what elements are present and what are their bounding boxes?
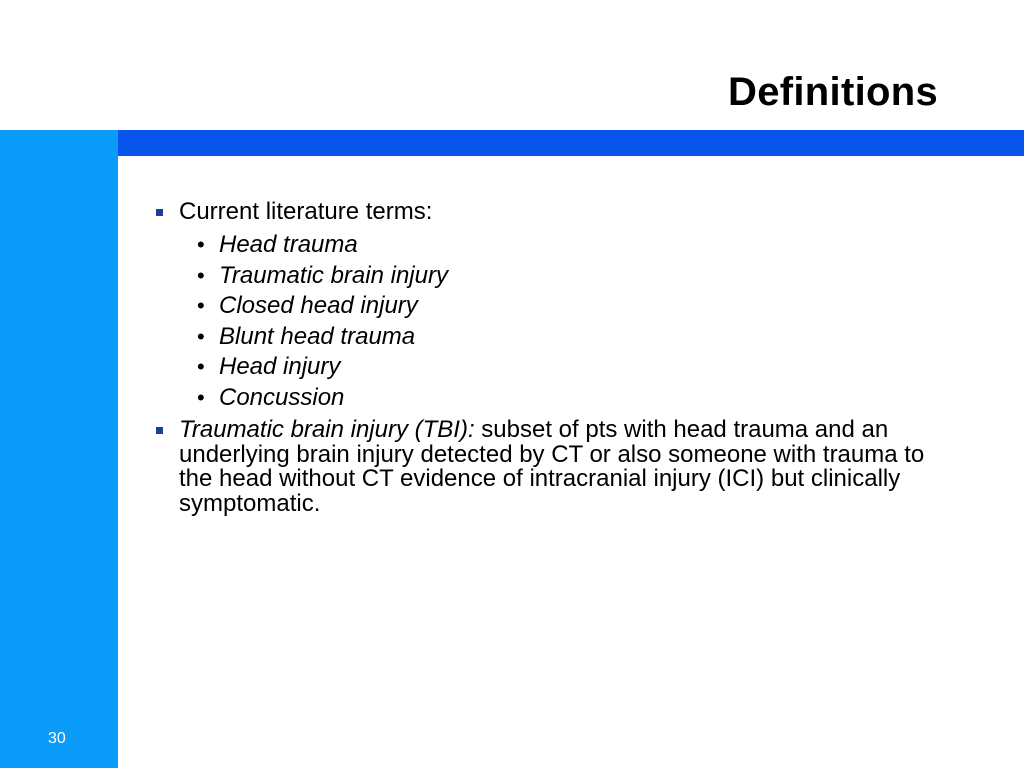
header-band-right [118, 130, 1024, 156]
dot-bullet-icon: • [197, 323, 205, 349]
tbi-term: Traumatic brain injury (TBI): [179, 416, 475, 443]
header-band-left [0, 130, 118, 156]
header-band [0, 130, 1024, 156]
terms-list [154, 230, 954, 413]
term-text: Closed head injury [219, 292, 418, 319]
tbi-definition: subset of pts with head trauma and an underlying brain injury detected by CT or also someone with trauma to the head without CT evidence of intracranial injury (ICI) but clinically symptomatic. [179, 416, 925, 517]
square-bullet-icon [156, 209, 163, 216]
bullet-current-literature [154, 200, 954, 230]
term-text: Concussion [219, 383, 345, 411]
dot-bullet-icon: • [197, 232, 205, 257]
bullet-tbi-definition [154, 418, 954, 516]
side-bar [0, 156, 118, 768]
slide-title: Definitions [728, 70, 938, 114]
square-bullet-icon [156, 427, 163, 434]
list-item [154, 230, 954, 261]
term-text: Traumatic brain injury [219, 261, 448, 289]
list-item [154, 352, 954, 383]
dot-bullet-icon: • [197, 293, 205, 318]
term-text: Head trauma [219, 231, 358, 258]
dot-bullet-icon: • [197, 354, 205, 379]
dot-bullet-icon: • [197, 384, 205, 410]
dot-bullet-icon: • [197, 262, 205, 288]
list-item [154, 322, 954, 353]
bullet-label: Current literature terms: [179, 198, 433, 225]
list-item [154, 291, 954, 322]
list-item [154, 261, 954, 292]
term-text: Blunt head trauma [219, 322, 416, 350]
slide-number: 30 [48, 730, 66, 747]
slide-body [154, 200, 954, 516]
list-item [154, 383, 954, 414]
term-text: Head injury [219, 353, 341, 380]
